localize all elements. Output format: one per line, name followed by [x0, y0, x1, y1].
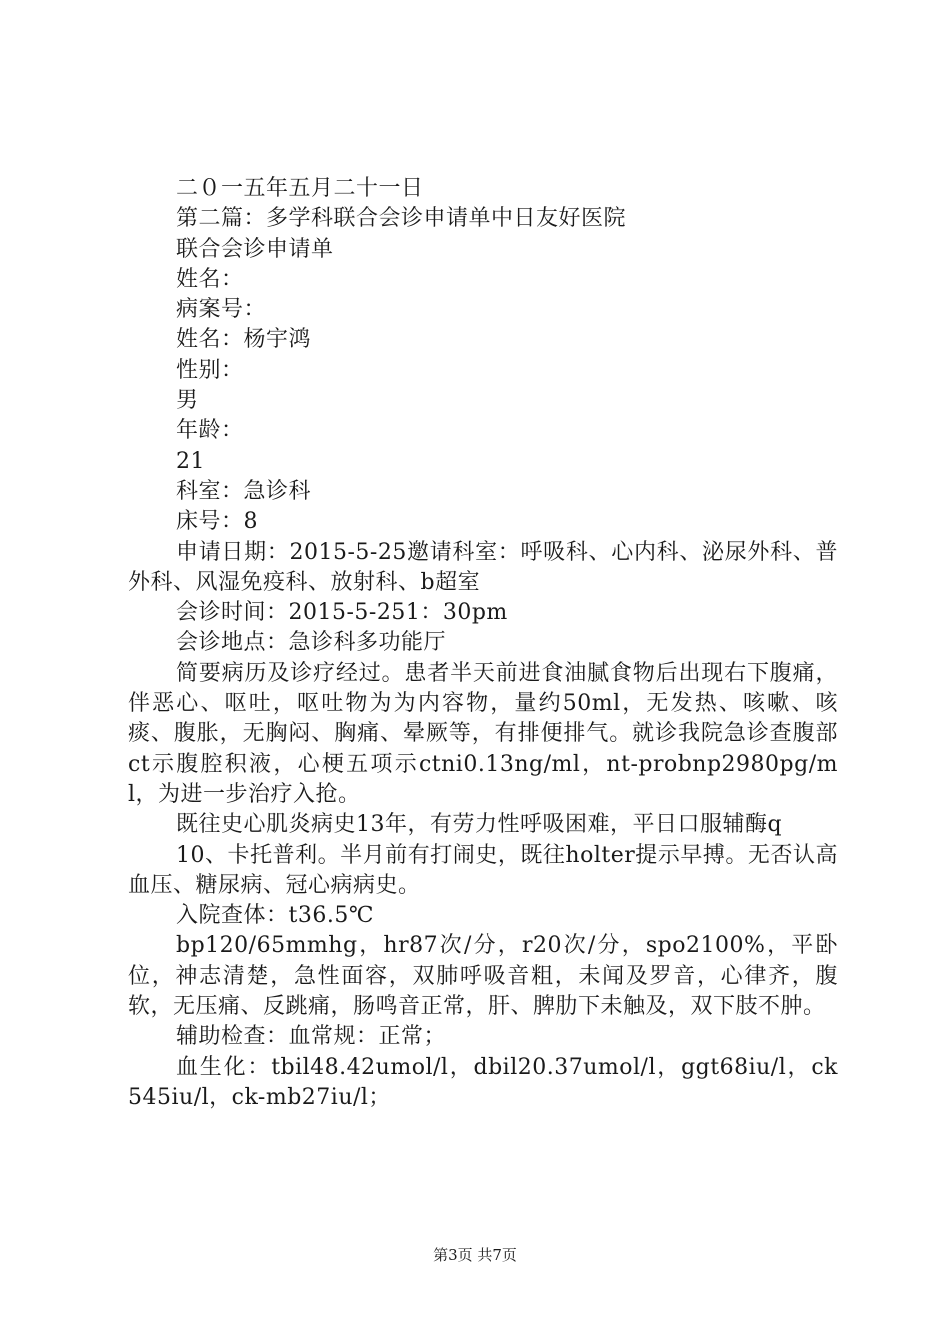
department-line: 科室：急诊科 [176, 478, 312, 504]
medication-paragraph: 10、卡托普利。半月前有打闹史，既往holter提示早搏。无否认高血压、糖尿病、冠心病病史。 [128, 842, 838, 898]
name-label: 姓名： [176, 266, 244, 292]
form-title: 联合会诊申请单 [176, 236, 334, 262]
age-label: 年龄： [176, 418, 244, 444]
past-history-paragraph: 既往史心肌炎病史13年，有劳力性呼吸困难，平日口服辅酶q [176, 812, 783, 838]
age-value: 21 [176, 448, 205, 474]
date-line: 二０一五年五月二十一日 [176, 176, 424, 201]
consult-time-line: 会诊时间：2015-5-251：30pm [176, 600, 508, 626]
application-paragraph: 申请日期：2015-5-25邀请科室：呼吸科、心内科、泌尿外科、普外科、风湿免疫科、放射科、b超室 [128, 539, 838, 595]
consult-location-line: 会诊地点：急诊科多功能厅 [176, 630, 447, 656]
history-paragraph: 简要病历及诊疗经过。患者半天前进食油腻食物后出现右下腹痛，伴恶心、呕吐，呕吐物为为内容物，量约50ml，无发热、咳嗽、咳痰、腹胀，无胸闷、胸痛、晕厥等，有排便排气。就诊我院急诊查腹部ct示腹腔积液，心梗五项示ctni0.13ng/ml，nt-probnp2980pg/ml，为进一步治疗入抢。 [128, 660, 838, 807]
case-number-label: 病案号： [176, 297, 267, 323]
document-body [128, 174, 838, 1113]
page-number-footer: 第3页 共7页 [433, 1246, 517, 1264]
bed-line: 床号：8 [176, 509, 258, 535]
gender-value: 男 [176, 388, 199, 414]
gender-label: 性别： [176, 357, 244, 383]
exam-line: 入院查体：t36.5℃ [176, 903, 374, 929]
biochem-paragraph: 血生化：tbil48.42umol/l，dbil20.37umol/l，ggt68iu/l，ck545iu/l，ck-mb27iu/l； [128, 1054, 838, 1110]
aux-exam-line: 辅助检查：血常规：正常； [176, 1024, 447, 1050]
patient-name: 姓名：杨宇鸿 [176, 327, 312, 353]
section-title: 第二篇：多学科联合会诊申请单中日友好医院 [176, 206, 627, 232]
vitals-paragraph: bp120/65mmhg，hr87次/分，r20次/分，spo2100%，平卧位，神志清楚，急性面容，双肺呼吸音粗，未闻及罗音，心律齐，腹软，无压痛、反跳痛，肠鸣音正常，肝、脾肋下未触及，双下肢不肿。 [128, 933, 838, 1020]
